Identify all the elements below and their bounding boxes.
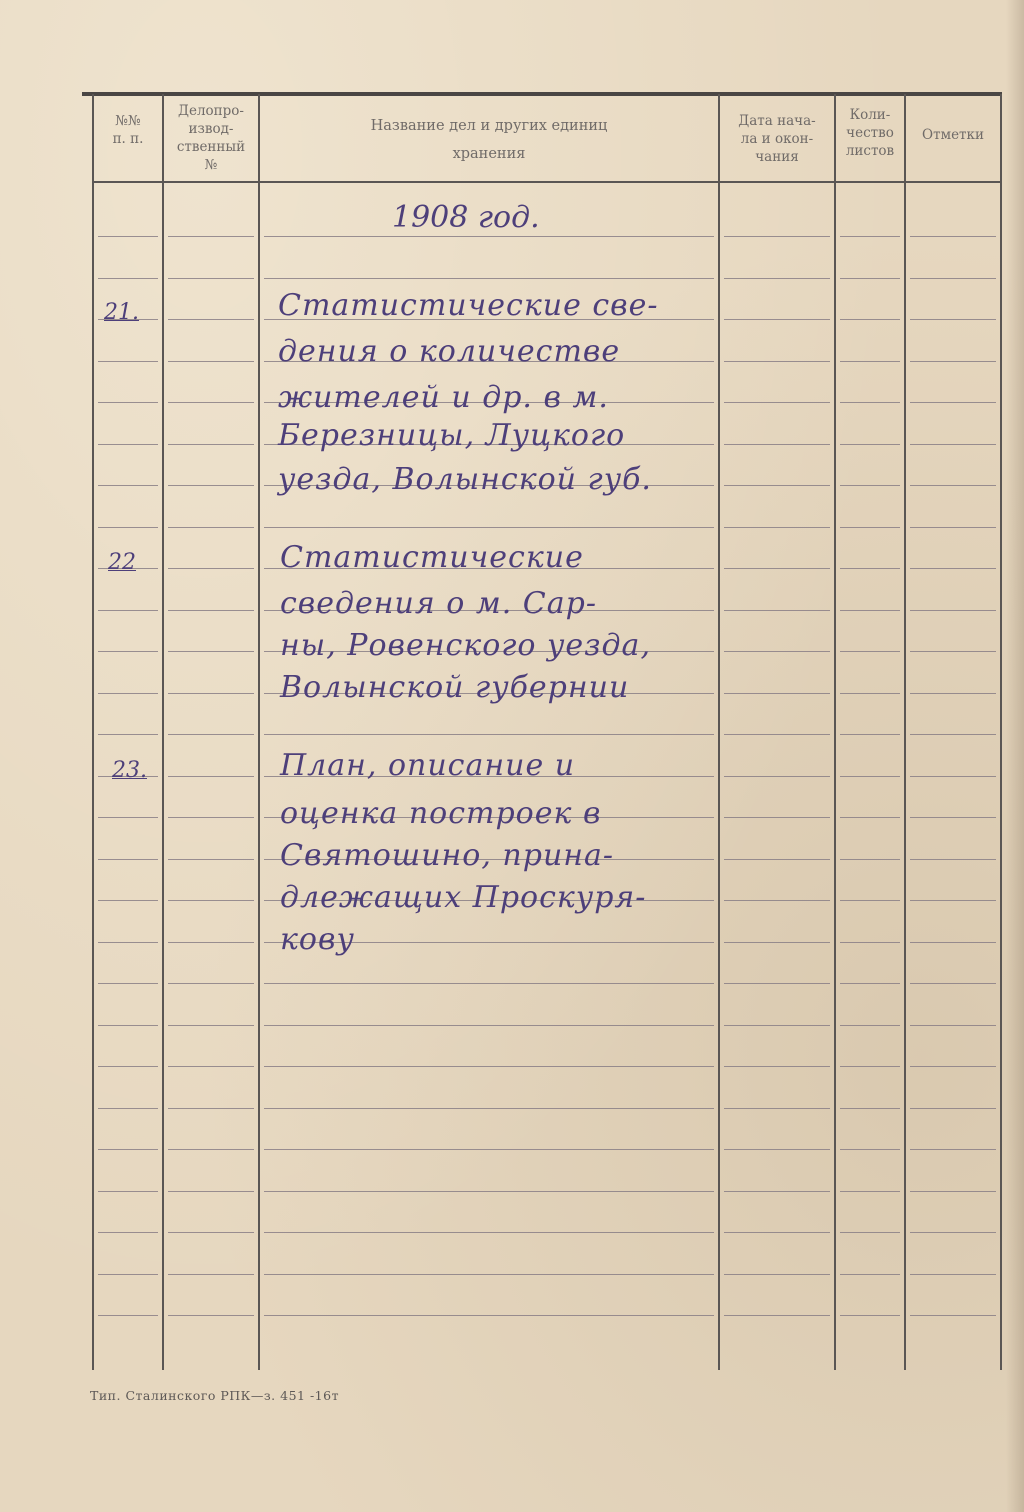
ruled-line xyxy=(910,1315,996,1316)
ruled-line xyxy=(840,651,900,652)
ruled-line xyxy=(840,1066,900,1067)
header-number: №№ п. п. xyxy=(112,113,144,147)
ruled-line xyxy=(724,278,830,279)
ruled-line xyxy=(264,1066,714,1067)
ruled-line xyxy=(724,776,830,777)
ruled-line xyxy=(724,942,830,943)
ruled-line xyxy=(840,983,900,984)
ruled-line xyxy=(264,1191,714,1192)
ruled-line xyxy=(168,1274,254,1275)
ruled-line xyxy=(910,1108,996,1109)
ruled-line xyxy=(168,485,254,486)
ruled-line xyxy=(840,734,900,735)
ruled-line xyxy=(840,610,900,611)
ruled-line xyxy=(724,319,830,320)
ruled-line xyxy=(910,1025,996,1026)
ruled-line xyxy=(168,1149,254,1150)
ruled-line xyxy=(910,1191,996,1192)
ruled-line xyxy=(724,1232,830,1233)
ruled-line xyxy=(840,900,900,901)
ruled-line xyxy=(724,859,830,860)
ruled-line xyxy=(840,1315,900,1316)
ruled-line xyxy=(910,983,996,984)
entry-number: 21. xyxy=(104,300,139,325)
entry-title-line: длежащих Проскуря- xyxy=(280,880,647,915)
ruled-line xyxy=(910,610,996,611)
ruled-line xyxy=(264,236,714,237)
ruled-line xyxy=(98,983,158,984)
ruled-line xyxy=(840,278,900,279)
column-divider xyxy=(1000,94,1002,1370)
ruled-line xyxy=(910,278,996,279)
entry-title-line: План, описание и xyxy=(280,748,576,783)
header-office-number: Делопро- извод- ственный № xyxy=(176,103,246,173)
ruled-line xyxy=(724,485,830,486)
ruled-line xyxy=(98,900,158,901)
ruled-line xyxy=(910,1066,996,1067)
header-notes: Отметки xyxy=(922,127,984,143)
ruled-line xyxy=(724,527,830,528)
ruled-line xyxy=(98,485,158,486)
ruled-line xyxy=(840,1232,900,1233)
ruled-line xyxy=(98,651,158,652)
ruled-line xyxy=(264,734,714,735)
ruled-line xyxy=(910,568,996,569)
ruled-line xyxy=(840,776,900,777)
ruled-line xyxy=(724,610,830,611)
ruled-line xyxy=(168,319,254,320)
ruled-line xyxy=(168,693,254,694)
ruled-line xyxy=(168,278,254,279)
ruled-line xyxy=(724,900,830,901)
entry-title-line: дения о количестве xyxy=(278,334,621,369)
ruled-line xyxy=(724,693,830,694)
ruled-line xyxy=(264,527,714,528)
ruled-line xyxy=(168,527,254,528)
ruled-line xyxy=(910,942,996,943)
ruled-line xyxy=(910,319,996,320)
ruled-line xyxy=(98,527,158,528)
header-sheets: Коли- чество листов xyxy=(845,107,895,159)
entry-title-line: Статистические све- xyxy=(278,288,659,323)
ruled-line xyxy=(168,1315,254,1316)
ruled-line xyxy=(840,402,900,403)
ruled-line xyxy=(168,568,254,569)
ruled-line xyxy=(168,1066,254,1067)
ruled-line xyxy=(168,734,254,735)
ruled-line xyxy=(98,1025,158,1026)
ruled-line xyxy=(724,361,830,362)
ruled-line xyxy=(724,1149,830,1150)
column-divider xyxy=(718,94,720,1370)
ruled-line xyxy=(840,1025,900,1026)
column-divider xyxy=(92,94,94,1370)
entry-title-line: Статистические xyxy=(280,540,584,575)
ruled-line xyxy=(840,527,900,528)
ruled-line xyxy=(98,361,158,362)
entry-number: 22 xyxy=(108,550,136,575)
ruled-line xyxy=(168,610,254,611)
ruled-line xyxy=(724,236,830,237)
ruled-line xyxy=(264,1149,714,1150)
ruled-line xyxy=(724,1066,830,1067)
ruled-line xyxy=(840,859,900,860)
ruled-line xyxy=(264,1232,714,1233)
ruled-line xyxy=(98,1315,158,1316)
ruled-line xyxy=(724,1025,830,1026)
entry-title-line: Волынской губернии xyxy=(280,670,630,705)
ruled-line xyxy=(724,1108,830,1109)
ruled-line xyxy=(98,1066,158,1067)
entry-title-line: ны, Ровенского уезда, xyxy=(280,628,651,663)
ruled-line xyxy=(840,1149,900,1150)
ruled-line xyxy=(264,278,714,279)
entry-title-line: Березницы, Луцкого xyxy=(278,418,626,453)
ruled-line xyxy=(168,402,254,403)
ruled-line xyxy=(98,859,158,860)
ruled-line xyxy=(98,278,158,279)
ruled-line xyxy=(910,859,996,860)
ruled-line xyxy=(168,1191,254,1192)
ruled-line xyxy=(910,1232,996,1233)
ruled-line xyxy=(264,1025,714,1026)
header-title: Название дел и других единиц хранения xyxy=(370,118,608,162)
entry-title-line: кову xyxy=(280,922,355,957)
ruled-line xyxy=(168,983,254,984)
ruled-line xyxy=(910,1274,996,1275)
header-bottom-border xyxy=(92,181,1002,183)
ruled-line xyxy=(98,734,158,735)
ruled-line xyxy=(724,1315,830,1316)
ruled-line xyxy=(724,1274,830,1275)
ruled-line xyxy=(264,1274,714,1275)
ruled-line xyxy=(168,942,254,943)
ruled-line xyxy=(910,236,996,237)
printer-imprint: Тип. Сталинского РПК—з. 451 -16т xyxy=(90,1388,339,1403)
ruled-line xyxy=(910,444,996,445)
column-divider xyxy=(162,94,164,1370)
ruled-line xyxy=(168,361,254,362)
ruled-line xyxy=(724,983,830,984)
ruled-line xyxy=(98,1108,158,1109)
column-divider xyxy=(834,94,836,1370)
ruled-line xyxy=(724,734,830,735)
ruled-line xyxy=(98,942,158,943)
entry-number: 23. xyxy=(112,758,147,783)
ruled-line xyxy=(168,651,254,652)
ruled-line xyxy=(840,693,900,694)
ruled-line xyxy=(168,776,254,777)
table-top-border xyxy=(82,92,1002,96)
ruled-line xyxy=(840,361,900,362)
ruled-line xyxy=(910,485,996,486)
ruled-line xyxy=(840,236,900,237)
ruled-line xyxy=(98,1274,158,1275)
ruled-line xyxy=(168,1025,254,1026)
ruled-line xyxy=(98,693,158,694)
ruled-line xyxy=(724,568,830,569)
ruled-line xyxy=(910,1149,996,1150)
ruled-line xyxy=(910,527,996,528)
ruled-line xyxy=(724,1191,830,1192)
ruled-line xyxy=(168,236,254,237)
ruled-line xyxy=(840,319,900,320)
ruled-line xyxy=(168,1108,254,1109)
entry-title-line: сведения о м. Сар- xyxy=(280,586,597,621)
ruled-line xyxy=(168,859,254,860)
column-divider xyxy=(258,94,260,1370)
ruled-line xyxy=(98,1149,158,1150)
ruled-line xyxy=(724,817,830,818)
ruled-line xyxy=(264,1315,714,1316)
ruled-line xyxy=(98,402,158,403)
ruled-line xyxy=(168,444,254,445)
ruled-line xyxy=(840,444,900,445)
ruled-line xyxy=(840,1274,900,1275)
entry-title-line: жителей и др. в м. xyxy=(278,380,609,415)
ruled-line xyxy=(910,734,996,735)
ruled-line xyxy=(910,361,996,362)
ruled-line xyxy=(840,485,900,486)
header-dates: Дата нача- ла и окон- чания xyxy=(738,113,816,165)
ruled-line xyxy=(98,817,158,818)
ruled-line xyxy=(264,1108,714,1109)
ruled-line xyxy=(168,817,254,818)
ruled-line xyxy=(910,693,996,694)
ruled-line xyxy=(910,817,996,818)
ruled-line xyxy=(840,817,900,818)
ruled-line xyxy=(840,1191,900,1192)
entry-title-line: уезда, Волынской губ. xyxy=(278,462,652,497)
ruled-line xyxy=(840,568,900,569)
ruled-line xyxy=(98,444,158,445)
year-heading: 1908 год. xyxy=(392,200,540,235)
ruled-line xyxy=(98,236,158,237)
ruled-line xyxy=(910,651,996,652)
ruled-line xyxy=(98,1191,158,1192)
ruled-line xyxy=(724,402,830,403)
ruled-line xyxy=(168,1232,254,1233)
ruled-line xyxy=(910,900,996,901)
ruled-line xyxy=(840,942,900,943)
ruled-line xyxy=(724,651,830,652)
ruled-line xyxy=(840,1108,900,1109)
entry-title-line: Святошино, прина- xyxy=(280,838,615,873)
ruled-line xyxy=(98,1232,158,1233)
ruled-line xyxy=(724,444,830,445)
column-divider xyxy=(904,94,906,1370)
ruled-line xyxy=(264,983,714,984)
ruled-line xyxy=(98,610,158,611)
entry-title-line: оценка построек в xyxy=(280,796,602,831)
ruled-line xyxy=(910,776,996,777)
ruled-line xyxy=(910,402,996,403)
ruled-line xyxy=(168,900,254,901)
